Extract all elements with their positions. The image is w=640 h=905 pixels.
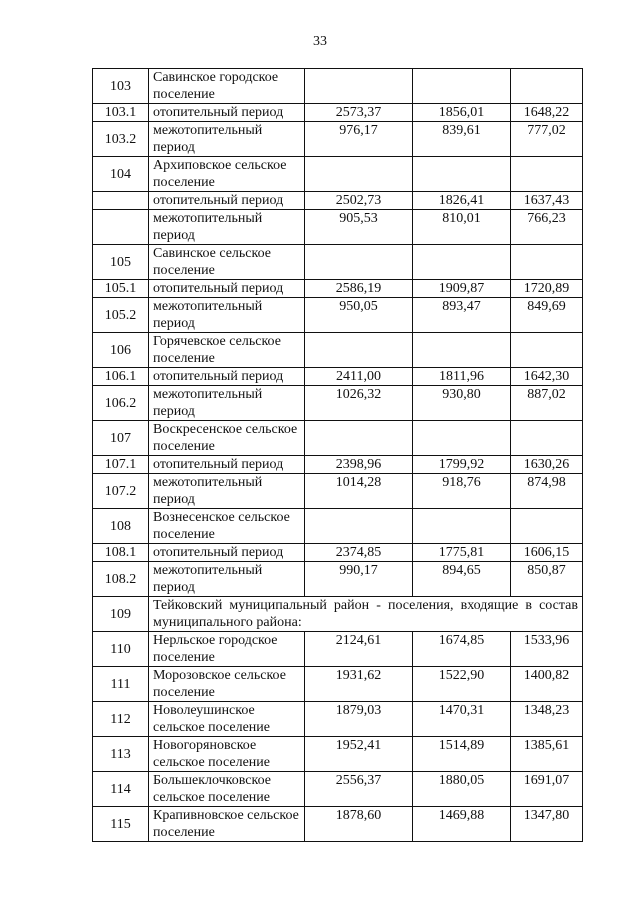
value-col-1: 2556,37 <box>305 772 413 807</box>
row-number: 103.2 <box>93 122 149 157</box>
row-name: межотопительный период <box>149 122 305 157</box>
value-col-2: 1799,92 <box>413 456 511 474</box>
value-col-3: 777,02 <box>511 122 583 157</box>
value-col-3: 1533,96 <box>511 632 583 667</box>
value-col-2 <box>413 509 511 544</box>
value-col-2: 1909,87 <box>413 280 511 298</box>
table-row <box>93 474 583 509</box>
row-number: 106.2 <box>93 386 149 421</box>
table-row <box>93 737 583 772</box>
row-number: 107 <box>93 421 149 456</box>
value-col-1: 2502,73 <box>305 192 413 210</box>
value-col-3: 1720,89 <box>511 280 583 298</box>
row-number: 105.1 <box>93 280 149 298</box>
table-row <box>93 333 583 368</box>
table-row <box>93 368 583 386</box>
value-col-3: 874,98 <box>511 474 583 509</box>
row-name: отопительный период <box>149 544 305 562</box>
row-name: отопительный период <box>149 368 305 386</box>
table-row <box>93 702 583 737</box>
value-col-1: 2124,61 <box>305 632 413 667</box>
row-name: Воскресенское сельское поселение <box>149 421 305 456</box>
value-col-2: 1826,41 <box>413 192 511 210</box>
table-row <box>93 210 583 245</box>
row-number: 105.2 <box>93 298 149 333</box>
row-name: межотопительный период <box>149 562 305 597</box>
value-col-2: 1775,81 <box>413 544 511 562</box>
table-row <box>93 280 583 298</box>
table-row <box>93 632 583 667</box>
table-row <box>93 544 583 562</box>
value-col-1: 950,05 <box>305 298 413 333</box>
value-col-1: 976,17 <box>305 122 413 157</box>
value-col-3 <box>511 157 583 192</box>
value-col-3: 850,87 <box>511 562 583 597</box>
value-col-1: 2586,19 <box>305 280 413 298</box>
tariff-table <box>92 68 583 842</box>
value-col-3: 1642,30 <box>511 368 583 386</box>
value-col-1: 1952,41 <box>305 737 413 772</box>
row-number: 108.2 <box>93 562 149 597</box>
value-col-1: 1878,60 <box>305 807 413 842</box>
value-col-1 <box>305 333 413 368</box>
value-col-1: 2573,37 <box>305 104 413 122</box>
value-col-3: 1348,23 <box>511 702 583 737</box>
page-number: 33 <box>313 34 327 49</box>
value-col-3: 766,23 <box>511 210 583 245</box>
value-col-3 <box>511 333 583 368</box>
row-name: Нерльское городское поселение <box>149 632 305 667</box>
value-col-2: 930,80 <box>413 386 511 421</box>
row-number: 109 <box>93 597 149 632</box>
row-number: 107.1 <box>93 456 149 474</box>
row-name: Крапивновское сельское поселение <box>149 807 305 842</box>
row-name: Новолеушинское сельское поселение <box>149 702 305 737</box>
value-col-2 <box>413 333 511 368</box>
table-row <box>93 667 583 702</box>
value-col-1: 1879,03 <box>305 702 413 737</box>
value-col-3 <box>511 509 583 544</box>
value-col-2: 1880,05 <box>413 772 511 807</box>
value-col-1: 2411,00 <box>305 368 413 386</box>
table-row <box>93 122 583 157</box>
row-name: Вознесенское сельское поселение <box>149 509 305 544</box>
table-row <box>93 298 583 333</box>
value-col-1: 990,17 <box>305 562 413 597</box>
value-col-2: 1470,31 <box>413 702 511 737</box>
row-number <box>93 210 149 245</box>
row-number: 108 <box>93 509 149 544</box>
row-number: 112 <box>93 702 149 737</box>
value-col-3: 1691,07 <box>511 772 583 807</box>
row-name: межотопительный период <box>149 474 305 509</box>
value-col-3: 1400,82 <box>511 667 583 702</box>
row-number: 107.2 <box>93 474 149 509</box>
value-col-2: 1514,89 <box>413 737 511 772</box>
value-col-3 <box>511 69 583 104</box>
value-col-2: 810,01 <box>413 210 511 245</box>
value-col-2: 1674,85 <box>413 632 511 667</box>
row-name: Большеклочковское сельское поселение <box>149 772 305 807</box>
value-col-2: 1856,01 <box>413 104 511 122</box>
value-col-2: 894,65 <box>413 562 511 597</box>
value-col-2 <box>413 69 511 104</box>
value-col-2: 893,47 <box>413 298 511 333</box>
row-number: 108.1 <box>93 544 149 562</box>
row-name: межотопительный период <box>149 210 305 245</box>
table-row <box>93 386 583 421</box>
row-number: 104 <box>93 157 149 192</box>
value-col-1 <box>305 421 413 456</box>
district-heading: Тейковский муниципальный район - поселения, входящие в состав муниципального района: <box>149 597 583 632</box>
row-name: Новогоряновское сельское поселение <box>149 737 305 772</box>
value-col-1 <box>305 245 413 280</box>
row-number: 114 <box>93 772 149 807</box>
value-col-3: 1606,15 <box>511 544 583 562</box>
value-col-3: 1347,80 <box>511 807 583 842</box>
table-row <box>93 104 583 122</box>
table-row <box>93 807 583 842</box>
value-col-1: 2398,96 <box>305 456 413 474</box>
row-number: 103.1 <box>93 104 149 122</box>
value-col-3: 1630,26 <box>511 456 583 474</box>
row-number: 111 <box>93 667 149 702</box>
row-name: межотопительный период <box>149 298 305 333</box>
row-name: Морозовское сельское поселение <box>149 667 305 702</box>
value-col-2 <box>413 421 511 456</box>
table-row <box>93 456 583 474</box>
table-row <box>93 509 583 544</box>
value-col-1: 1931,62 <box>305 667 413 702</box>
value-col-2: 839,61 <box>413 122 511 157</box>
table-row <box>93 421 583 456</box>
value-col-1: 1014,28 <box>305 474 413 509</box>
row-name: отопительный период <box>149 280 305 298</box>
value-col-2: 1469,88 <box>413 807 511 842</box>
value-col-3: 887,02 <box>511 386 583 421</box>
value-col-3 <box>511 421 583 456</box>
row-name: Архиповское сельское поселение <box>149 157 305 192</box>
value-col-1 <box>305 69 413 104</box>
row-name: отопительный период <box>149 456 305 474</box>
row-number: 110 <box>93 632 149 667</box>
value-col-2 <box>413 157 511 192</box>
row-name: отопительный период <box>149 192 305 210</box>
row-number: 115 <box>93 807 149 842</box>
value-col-3: 1648,22 <box>511 104 583 122</box>
value-col-2 <box>413 245 511 280</box>
row-number: 103 <box>93 69 149 104</box>
row-number: 106 <box>93 333 149 368</box>
table-row <box>93 157 583 192</box>
table-row <box>93 69 583 104</box>
value-col-2: 918,76 <box>413 474 511 509</box>
table-row <box>93 772 583 807</box>
table-row <box>93 562 583 597</box>
value-col-2: 1811,96 <box>413 368 511 386</box>
row-name: Савинское сельское поселение <box>149 245 305 280</box>
value-col-1: 1026,32 <box>305 386 413 421</box>
value-col-3: 849,69 <box>511 298 583 333</box>
value-col-3 <box>511 245 583 280</box>
value-col-1 <box>305 157 413 192</box>
value-col-1: 2374,85 <box>305 544 413 562</box>
row-number: 106.1 <box>93 368 149 386</box>
table-row <box>93 192 583 210</box>
value-col-3: 1385,61 <box>511 737 583 772</box>
row-number: 113 <box>93 737 149 772</box>
value-col-3: 1637,43 <box>511 192 583 210</box>
row-name: Савинское городское поселение <box>149 69 305 104</box>
table-row <box>93 245 583 280</box>
row-number: 105 <box>93 245 149 280</box>
value-col-2: 1522,90 <box>413 667 511 702</box>
row-number <box>93 192 149 210</box>
row-name: отопительный период <box>149 104 305 122</box>
row-name: межотопительный период <box>149 386 305 421</box>
row-name: Горячевское сельское поселение <box>149 333 305 368</box>
value-col-1 <box>305 509 413 544</box>
table-row <box>93 597 583 632</box>
value-col-1: 905,53 <box>305 210 413 245</box>
